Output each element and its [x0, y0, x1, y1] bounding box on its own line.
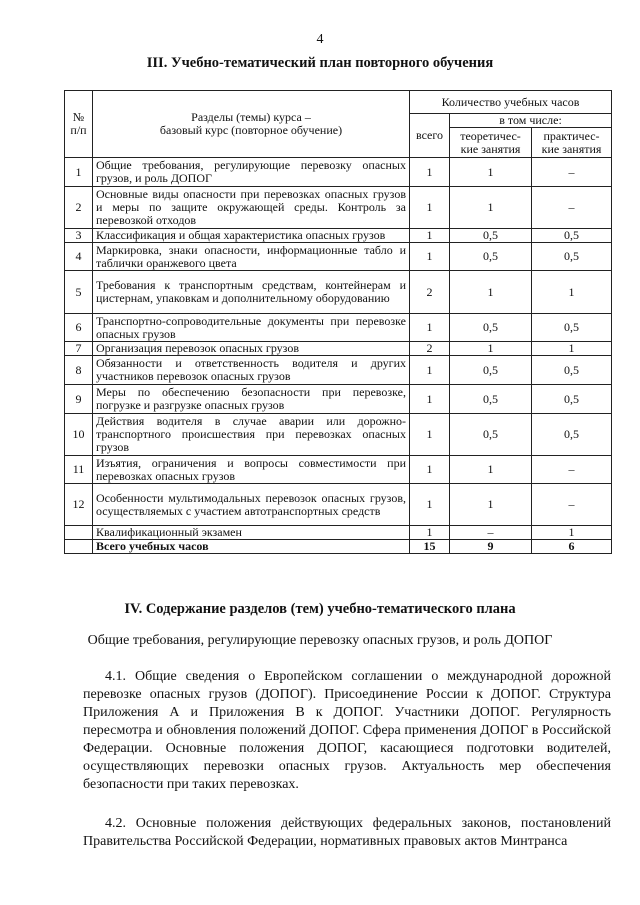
row-practice-hours: 0,5 — [532, 243, 612, 271]
header-hours: Количество учебных часов — [410, 91, 612, 114]
curriculum-table-body — [65, 158, 612, 554]
row-total-hours: 1 — [410, 456, 450, 484]
row-topic: Всего учебных часов — [93, 540, 410, 554]
header-topics: Разделы (темы) курса – базовый курс (повторное обучение) — [93, 91, 410, 158]
row-theory-hours: 1 — [450, 187, 532, 229]
row-number: 12 — [65, 484, 93, 526]
row-theory-hours: – — [450, 526, 532, 540]
row-number — [65, 526, 93, 540]
curriculum-table — [64, 90, 612, 554]
row-topic: Особенности мультимодальных перевозок опасных грузов, осуществляемых с участием автотранспортных средств — [93, 484, 410, 526]
row-number: 8 — [65, 356, 93, 385]
row-total-hours: 2 — [410, 271, 450, 314]
section-4-title: IV. Содержание разделов (тем) учебно-тематического плана — [124, 601, 516, 617]
row-topic: Изъятия, ограничения и вопросы совместимости при перевозках опасных грузов — [93, 456, 410, 484]
paragraph-4-1 — [83, 668, 611, 794]
table-row — [65, 271, 612, 314]
row-practice-hours: 0,5 — [532, 356, 612, 385]
row-total-hours: 15 — [410, 540, 450, 554]
row-theory-hours: 0,5 — [450, 229, 532, 243]
table-row — [65, 229, 612, 243]
table-row — [65, 456, 612, 484]
row-topic: Меры по обеспечению безопасности при перевозке, погрузке и разгрузке опасных грузов — [93, 385, 410, 414]
row-total-hours: 1 — [410, 187, 450, 229]
subsection-title: Общие требования, регулирующие перевозку опасных грузов, и роль ДОПОГ — [87, 633, 553, 648]
table-row — [65, 158, 612, 187]
table-row — [65, 385, 612, 414]
row-topic: Общие требования, регулирующие перевозку опасных грузов, и роль ДОПОГ — [93, 158, 410, 187]
header-practice: практичес- кие занятия — [532, 128, 612, 158]
row-number: 10 — [65, 414, 93, 456]
header-num: № п/п — [65, 91, 93, 158]
row-number: 11 — [65, 456, 93, 484]
row-theory-hours: 1 — [450, 484, 532, 526]
row-number: 9 — [65, 385, 93, 414]
row-theory-hours: 1 — [450, 342, 532, 356]
row-number — [65, 540, 93, 554]
row-theory-hours: 9 — [450, 540, 532, 554]
table-row — [65, 526, 612, 540]
table-row — [65, 540, 612, 554]
row-total-hours: 1 — [410, 158, 450, 187]
row-practice-hours: – — [532, 484, 612, 526]
row-number: 1 — [65, 158, 93, 187]
row-topic: Транспортно-сопроводительные документы при перевозке опасных грузов — [93, 314, 410, 342]
header-total: всего — [410, 114, 450, 158]
row-total-hours: 1 — [410, 526, 450, 540]
table-row — [65, 356, 612, 385]
table-row — [65, 342, 612, 356]
table-row — [65, 414, 612, 456]
row-theory-hours: 1 — [450, 158, 532, 187]
row-topic: Требования к транспортным средствам, контейнерам и цистернам, упаковкам и дополнительному оборудованию — [93, 271, 410, 314]
row-practice-hours: 0,5 — [532, 385, 612, 414]
section-3-title: III. Учебно-тематический план повторного обучения — [146, 55, 494, 71]
row-practice-hours: – — [532, 187, 612, 229]
row-topic: Маркировка, знаки опасности, информационные табло и таблички оранжевого цвета — [93, 243, 410, 271]
row-total-hours: 1 — [410, 385, 450, 414]
paragraph-4-2-text: 4.2. Основные положения действующих федеральных законов, постановлений Правительства Российской Федерации, нормативных правовых актов Минтранса — [83, 816, 611, 849]
row-total-hours: 1 — [410, 484, 450, 526]
row-theory-hours: 0,5 — [450, 314, 532, 342]
row-theory-hours: 0,5 — [450, 356, 532, 385]
row-number: 5 — [65, 271, 93, 314]
row-total-hours: 2 — [410, 342, 450, 356]
page-number: 4 — [316, 32, 324, 47]
row-practice-hours: 6 — [532, 540, 612, 554]
paragraph-4-2 — [83, 815, 611, 851]
row-total-hours: 1 — [410, 229, 450, 243]
row-practice-hours: 1 — [532, 271, 612, 314]
row-number: 4 — [65, 243, 93, 271]
row-topic: Организация перевозок опасных грузов — [93, 342, 410, 356]
row-practice-hours: – — [532, 158, 612, 187]
header-theory: теоретичес- кие занятия — [450, 128, 532, 158]
row-theory-hours: 0,5 — [450, 414, 532, 456]
table-row — [65, 314, 612, 342]
row-number: 3 — [65, 229, 93, 243]
header-including: в том числе: — [450, 114, 612, 128]
row-practice-hours: 0,5 — [532, 314, 612, 342]
row-total-hours: 1 — [410, 414, 450, 456]
row-practice-hours: 0,5 — [532, 414, 612, 456]
row-practice-hours: 1 — [532, 526, 612, 540]
row-topic: Основные виды опасности при перевозках опасных грузов и меры по защите окружающей среды. Контроль за перевозкой отходов — [93, 187, 410, 229]
row-number: 2 — [65, 187, 93, 229]
table-row — [65, 484, 612, 526]
row-theory-hours: 1 — [450, 271, 532, 314]
row-topic: Классификация и общая характеристика опасных грузов — [93, 229, 410, 243]
row-total-hours: 1 — [410, 243, 450, 271]
paragraph-4-1-text: 4.1. Общие сведения о Европейском соглашении о международной дорожной перевозке опасных грузов (ДОПОГ). Присоединение России к ДОПОГ. Структура Приложения А и Приложения В к ДОПОГ. Участники ДОПОГ. Регулярность пересмотра и обновления положений ДОПОГ. Сфера применения ДОПОГ в Российской Федерации. Основные положения ДОПОГ, касающиеся подготовки водителей, осуществляющих перевозки опасных грузов. Актуальность мер обеспечения безопасности при таких перевозках. — [83, 669, 611, 792]
row-practice-hours: 0,5 — [532, 229, 612, 243]
row-theory-hours: 1 — [450, 456, 532, 484]
row-theory-hours: 0,5 — [450, 385, 532, 414]
row-practice-hours: 1 — [532, 342, 612, 356]
row-practice-hours: – — [532, 456, 612, 484]
table-row — [65, 187, 612, 229]
row-number: 7 — [65, 342, 93, 356]
row-topic: Действия водителя в случае аварии или дорожно-транспортного происшествия при перевозках опасных грузов — [93, 414, 410, 456]
table-row — [65, 243, 612, 271]
row-topic: Обязанности и ответственность водителя и других участников перевозок опасных грузов — [93, 356, 410, 385]
row-theory-hours: 0,5 — [450, 243, 532, 271]
row-total-hours: 1 — [410, 356, 450, 385]
row-number: 6 — [65, 314, 93, 342]
row-topic: Квалификационный экзамен — [93, 526, 410, 540]
row-total-hours: 1 — [410, 314, 450, 342]
